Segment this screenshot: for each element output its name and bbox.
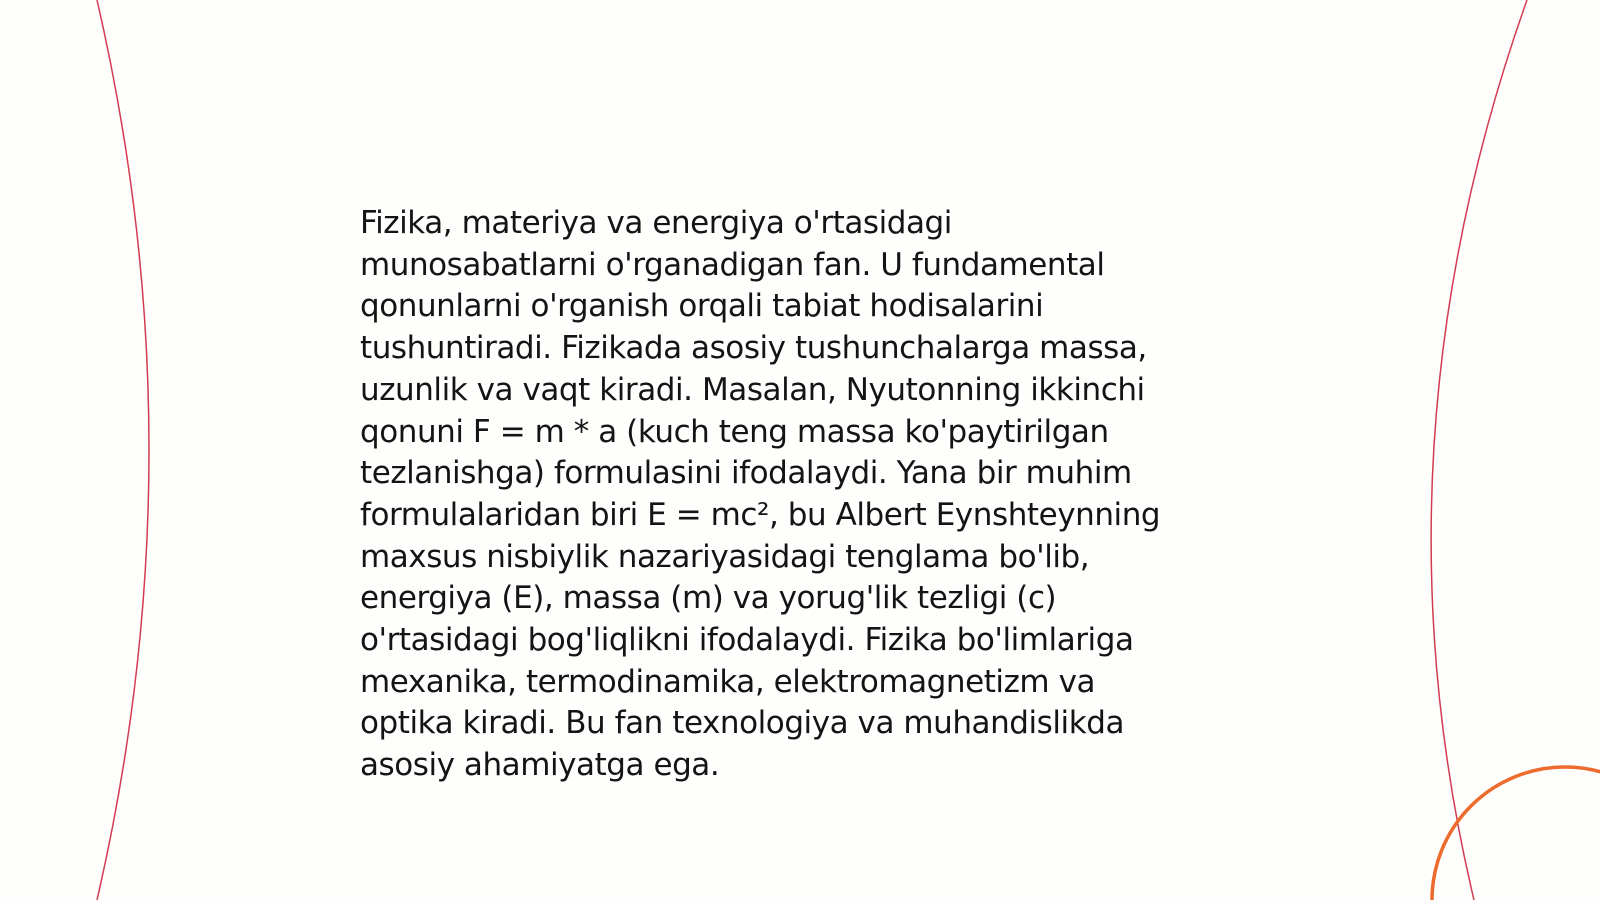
paragraph-line: tushuntiradi. Fizikada asosiy tushunchalarga massa, <box>360 330 1147 367</box>
paragraph-line: Fizika, materiya va energiya o'rtasidagi <box>360 205 952 241</box>
paragraph-line: tezlanishga) formulasini ifodalaydi. Yana bir muhim <box>360 455 1132 492</box>
paragraph-line: energiya (E), massa (m) va yorug'lik tezligi (c) <box>360 580 1057 617</box>
paragraph-line: maxsus nisbiylik nazariyasidagi tenglama bo'lib, <box>360 538 1090 575</box>
body-paragraph <box>360 203 1240 787</box>
paragraph-line: mexanika, termodinamika, elektromagnetizm va <box>360 663 1096 700</box>
paragraph-line: uzunlik va vaqt kiradi. Masalan, Nyutonning ikkinchi <box>360 371 1145 408</box>
right-curve <box>1431 0 1527 900</box>
left-curve <box>97 0 149 900</box>
paragraph-line: o'rtasidagi bog'liqlikni ifodalaydi. Fizika bo'limlariga <box>360 622 1134 659</box>
paragraph-line: qonunlarni o'rganish orqali tabiat hodisalarini <box>360 288 1044 325</box>
orange-circle <box>1432 767 1600 900</box>
paragraph-line: asosiy ahamiyatga ega. <box>360 747 720 784</box>
paragraph-line: formulalaridan biri E = mc², bu Albert Eynshteynning <box>360 496 1161 533</box>
paragraph-line: optika kiradi. Bu fan texnologiya va muhandislikda <box>360 705 1124 742</box>
paragraph-line: munosabatlarni o'rganadigan fan. U fundamental <box>360 246 1105 283</box>
paragraph-line: qonuni F = m * a (kuch teng massa ko'paytirilgan <box>360 413 1109 450</box>
